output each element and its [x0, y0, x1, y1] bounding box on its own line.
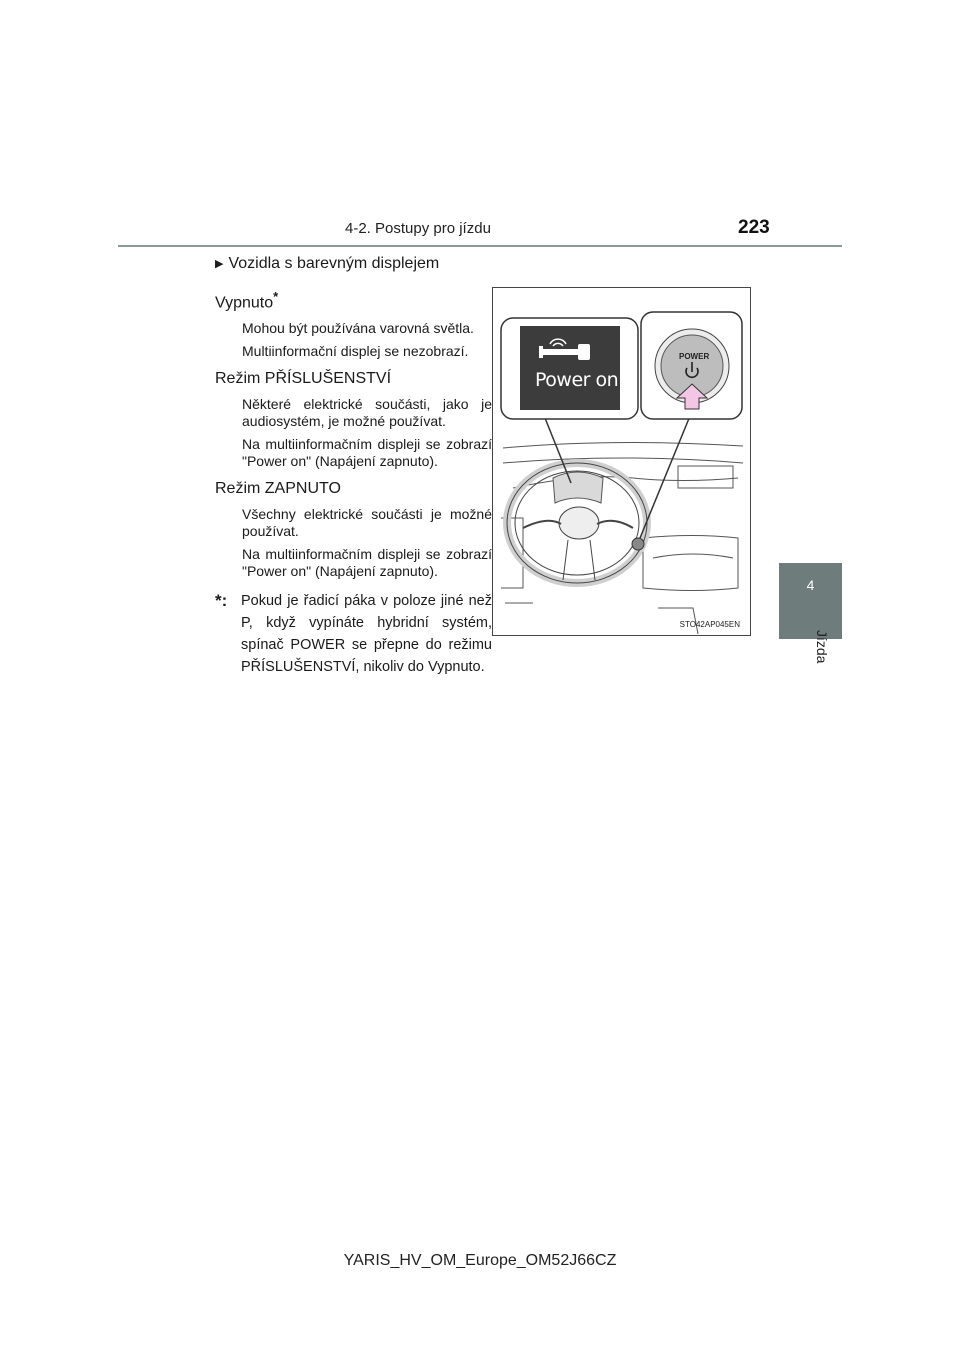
- vehicle-variant-text: Vozidla s barevným displejem: [228, 255, 440, 272]
- mode-description: Všechny elektrické součásti je možné používat.: [242, 506, 492, 540]
- mode-title-accessory: Režim PŘÍSLUŠENSTVÍ: [215, 370, 392, 388]
- footnote-mark: *:: [215, 591, 228, 611]
- mode-title-on: Režim ZAPNUTO: [215, 480, 341, 498]
- mode-description: Mohou být používána varovná světla.: [242, 320, 474, 337]
- triangle-bullet-icon: ▶: [215, 258, 224, 270]
- mode-description: Některé elektrické součásti, jako je audiosystém, je možné používat.: [242, 396, 492, 430]
- mode-description: Na multiinformačním displeji se zobrazí "Power on" (Napájení zapnuto).: [242, 436, 492, 470]
- chapter-label: Jízda: [814, 630, 830, 664]
- vehicle-variant-heading: [215, 255, 492, 273]
- meter-cluster: [553, 472, 603, 503]
- document-id-footer: YARIS_HV_OM_Europe_OM52J66CZ: [343, 1252, 617, 1269]
- asterisk-mark: *: [273, 289, 279, 304]
- multi-info-display: [520, 326, 620, 410]
- power-switch-location: [632, 538, 644, 550]
- header-rule: [118, 245, 842, 247]
- pointer-line-switch: [640, 416, 690, 538]
- chapter-tab: [779, 563, 842, 639]
- mode-description: Na multiinformačním displeji se zobrazí "Power on" (Napájení zapnuto).: [242, 546, 492, 580]
- page-number: 223: [738, 217, 770, 238]
- mode-title-off: Vypnuto*: [215, 289, 279, 312]
- image-code: STO42AP045EN: [679, 620, 740, 629]
- dashboard-drawing: [493, 288, 750, 635]
- power-button-label: POWER: [679, 352, 710, 361]
- section-title: 4-2. Postupy pro jízdu: [345, 220, 491, 237]
- display-power-on-text: Power on: [535, 369, 619, 391]
- chapter-number: 4: [806, 577, 815, 593]
- main-text-column: [215, 255, 492, 678]
- footnote-text: Pokud je řadicí páka v poloze jiné než P, když vypínáte hybridní systém, spínač POWER se přepne do režimu PŘÍSLUŠENSTVÍ, nikoliv do Vypnuto.: [241, 593, 492, 676]
- mode-description: Multiinformační displej se nezobrazí.: [242, 343, 469, 360]
- dashboard-illustration: [492, 287, 751, 636]
- footnote: [215, 590, 492, 678]
